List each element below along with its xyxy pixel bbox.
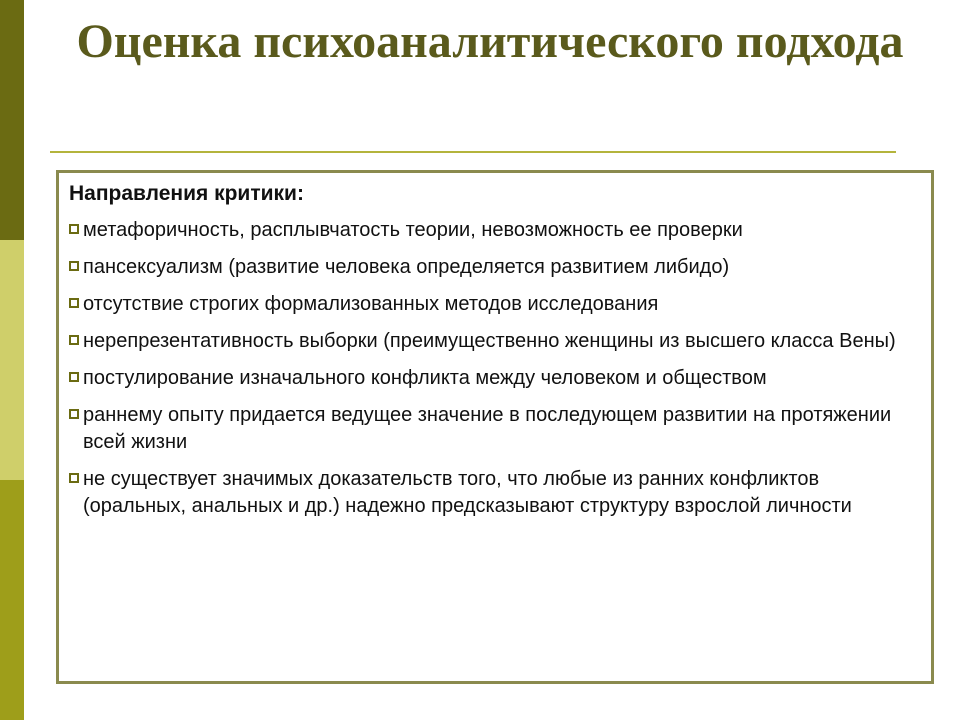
list-item [69, 365, 913, 392]
list-item-text: нерепрезентативность выборки (преимущественно женщины из высшего класса Вены) [83, 330, 896, 352]
list-item [69, 291, 913, 318]
list-item [69, 217, 913, 244]
side-bar-dark [0, 0, 24, 240]
list-item-text: метафоричность, расплывчатость теории, невозможность ее проверки [83, 219, 743, 241]
side-bar-mid [0, 480, 24, 720]
criticism-box [56, 170, 934, 684]
list-item-text: постулирование изначального конфликта между человеком и обществом [83, 367, 767, 389]
hollow-square-bullet-icon [69, 224, 79, 234]
list-item-text: пансексуализм (развитие человека определяется развитием либидо) [83, 256, 730, 278]
title-divider [50, 151, 896, 153]
list-item-text: отсутствие строгих формализованных методов исследования [83, 293, 659, 315]
hollow-square-bullet-icon [69, 473, 79, 483]
hollow-square-bullet-icon [69, 409, 79, 419]
criticism-heading: Направления критики: [69, 182, 304, 205]
list-item [69, 466, 913, 520]
list-item-text: не существует значимых доказательств того, что любые из ранних конфликтов (оральных, анальных и др.) надежно предсказывают структуру взрослой личности [83, 468, 852, 517]
list-item [69, 328, 913, 355]
hollow-square-bullet-icon [69, 372, 79, 382]
list-item [69, 254, 913, 281]
criticism-list [69, 217, 913, 520]
hollow-square-bullet-icon [69, 335, 79, 345]
hollow-square-bullet-icon [69, 298, 79, 308]
slide-title: Оценка психоаналитического подхода [76, 15, 904, 68]
hollow-square-bullet-icon [69, 261, 79, 271]
list-item [69, 402, 913, 456]
side-bar-light [0, 240, 24, 480]
list-item-text: раннему опыту придается ведущее значение в последующем развитии на протяжении всей жизни [83, 404, 892, 453]
